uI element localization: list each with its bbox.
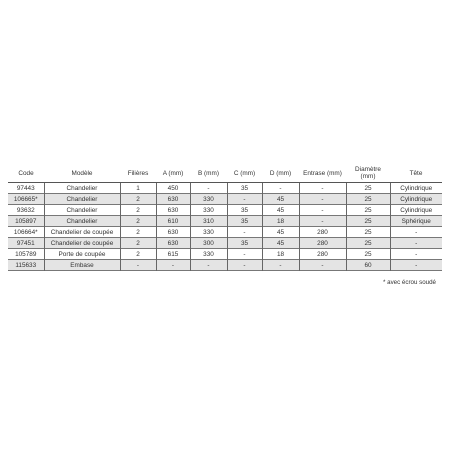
cell-a: 630: [156, 205, 190, 216]
cell-modele: Porte de coupée: [44, 249, 120, 260]
header-c: C (mm): [227, 164, 262, 183]
cell-code: 106664*: [13, 228, 38, 236]
cell-a: 610: [156, 216, 190, 227]
cell-tete: Cylindrique: [390, 183, 442, 194]
cell-code: 115633: [15, 261, 37, 269]
cell-d: 18: [262, 249, 299, 260]
cell-entrase: -: [299, 205, 346, 216]
cell-entrase: 280: [299, 238, 346, 249]
cell-filieres: 2: [120, 238, 156, 249]
cell-diametre: 25: [346, 227, 390, 238]
cell-d: 45: [262, 227, 299, 238]
cell-b: 300: [190, 238, 227, 249]
cell-b: 330: [190, 194, 227, 205]
cell-code: 97443: [16, 184, 35, 192]
cell-diametre: 60: [346, 260, 390, 271]
cell-c: -: [227, 194, 262, 205]
cell-a: 450: [156, 183, 190, 194]
cell-entrase: 280: [299, 249, 346, 260]
cell-entrase: -: [299, 183, 346, 194]
cell-modele: Embase: [44, 260, 120, 271]
cell-d: -: [262, 260, 299, 271]
cell-code: 105897: [15, 217, 37, 225]
cell-diametre: 25: [346, 249, 390, 260]
cell-c: 35: [227, 238, 262, 249]
cell-modele: Chandelier: [44, 183, 120, 194]
cell-c: -: [227, 260, 262, 271]
header-row: [8, 164, 442, 183]
cell-b: -: [190, 183, 227, 194]
cell-d: -: [262, 183, 299, 194]
cell-modele: Chandelier: [44, 194, 120, 205]
cell-filieres: 1: [120, 183, 156, 194]
cell-b: 310: [190, 216, 227, 227]
cell-tete: -: [390, 227, 442, 238]
spec-table: [8, 164, 442, 271]
cell-filieres: 2: [120, 205, 156, 216]
cell-tete: -: [390, 260, 442, 271]
header-filieres: Filières: [120, 164, 156, 183]
table-row: [8, 238, 442, 249]
header-d: D (mm): [262, 164, 299, 183]
header-tete: Tête: [390, 164, 442, 183]
header-b: B (mm): [190, 164, 227, 183]
cell-diametre: 25: [346, 205, 390, 216]
cell-d: 18: [262, 216, 299, 227]
header-a: A (mm): [156, 164, 190, 183]
table-row: [8, 216, 442, 227]
cell-modele: Chandelier: [44, 216, 120, 227]
cell-b: -: [190, 260, 227, 271]
cell-a: 630: [156, 194, 190, 205]
table-row: [8, 227, 442, 238]
cell-tete: -: [390, 249, 442, 260]
cell-code: 97451: [16, 239, 35, 247]
cell-c: 35: [227, 216, 262, 227]
cell-filieres: -: [120, 260, 156, 271]
spec-table-container: [8, 164, 442, 271]
table-row: [8, 194, 442, 205]
cell-modele: Chandelier de coupée: [44, 238, 120, 249]
cell-b: 330: [190, 249, 227, 260]
cell-d: 45: [262, 194, 299, 205]
table-row: [8, 205, 442, 216]
cell-code: 105789: [15, 250, 37, 258]
cell-a: 630: [156, 227, 190, 238]
cell-filieres: 2: [120, 249, 156, 260]
cell-d: 45: [262, 238, 299, 249]
cell-tete: Cylindrique: [390, 205, 442, 216]
cell-filieres: 2: [120, 227, 156, 238]
cell-diametre: 25: [346, 216, 390, 227]
cell-entrase: -: [299, 260, 346, 271]
table-row: [8, 249, 442, 260]
cell-diametre: 25: [346, 238, 390, 249]
cell-code: 93632: [16, 206, 35, 214]
cell-entrase: 280: [299, 227, 346, 238]
cell-b: 330: [190, 227, 227, 238]
cell-tete: Sphérique: [390, 216, 442, 227]
cell-modele: Chandelier de coupée: [44, 227, 120, 238]
cell-diametre: 25: [346, 194, 390, 205]
cell-diametre: 25: [346, 183, 390, 194]
cell-modele: Chandelier: [44, 205, 120, 216]
cell-tete: -: [390, 238, 442, 249]
cell-c: -: [227, 227, 262, 238]
cell-entrase: -: [299, 194, 346, 205]
cell-a: 630: [156, 238, 190, 249]
header-diametre: Diamètre (mm): [346, 164, 390, 183]
cell-a: -: [156, 260, 190, 271]
cell-filieres: 2: [120, 194, 156, 205]
table-body: [8, 183, 442, 271]
cell-b: 330: [190, 205, 227, 216]
header-modele: Modèle: [44, 164, 120, 183]
header-entrase: Entrase (mm): [299, 164, 346, 183]
cell-a: 615: [156, 249, 190, 260]
cell-tete: Cylindrique: [390, 194, 442, 205]
cell-c: -: [227, 249, 262, 260]
cell-code: 106665*: [13, 195, 38, 203]
cell-filieres: 2: [120, 216, 156, 227]
cell-c: 35: [227, 205, 262, 216]
cell-entrase: -: [299, 216, 346, 227]
cell-c: 35: [227, 183, 262, 194]
table-row: [8, 183, 442, 194]
header-code: Code: [8, 164, 44, 183]
footnote: * avec écrou soudé: [383, 279, 436, 286]
table-row: [8, 260, 442, 271]
cell-d: 45: [262, 205, 299, 216]
